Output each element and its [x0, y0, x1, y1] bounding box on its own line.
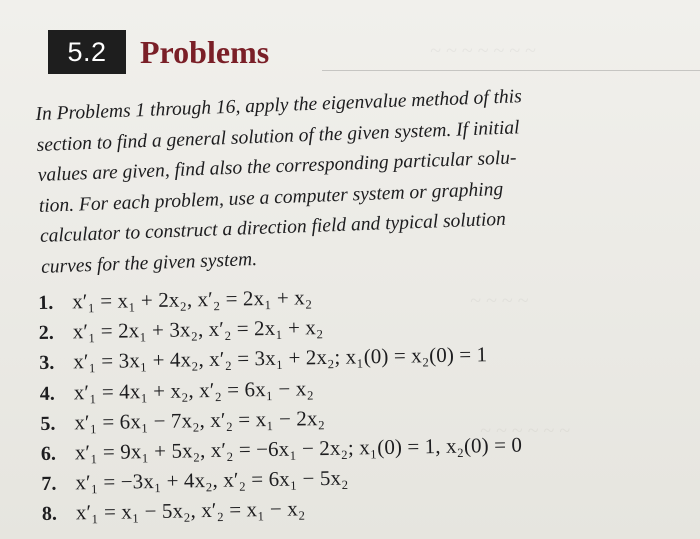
problem-equation: x′₁ = x₁ + 2x₂, x′₂ = 2x₁ + x₂	[71, 285, 313, 314]
instructions-line: In Problems 1 through 16, apply the eigenvalue method of this	[35, 86, 523, 125]
problem-equation: x′₁ = 3x₁ + 4x₂, x′₂ = 3x₁ + 2x₂; x₁(0) = x₂(0) = 1	[73, 342, 488, 374]
instructions-line: tion. For each problem, use a computer system or graphing	[38, 178, 504, 217]
bleed-through-texture: ~ ~ ~ ~ ~ ~	[480, 420, 570, 442]
section-title: Problems	[140, 34, 270, 70]
header-rule	[322, 70, 700, 71]
problem-number: 3.	[39, 352, 55, 375]
instructions-line: curves for the given system.	[40, 248, 258, 278]
problem-number: 8.	[41, 503, 58, 526]
instructions-paragraph	[35, 77, 681, 283]
problem-number: 4.	[39, 382, 55, 405]
section-header	[0, 30, 700, 74]
problem-equation: x′₁ = x₁ − 5x₂, x′₂ = x₁ − x₂	[75, 496, 306, 525]
problem-number: 5.	[40, 412, 56, 435]
problem-number: 2.	[38, 321, 54, 345]
bleed-through-texture: ~ ~ ~ ~ ~ ~ ~	[430, 40, 536, 62]
problem-equation: x′₁ = 2x₁ + 3x₂, x′₂ = 2x₁ + x₂	[72, 315, 324, 344]
problem-equation: x′₁ = 9x₁ + 5x₂, x′₂ = −6x₁ − 2x₂; x₁(0) = 1, x₂(0) = 0	[74, 432, 523, 465]
problem-equation: x′₁ = 4x₁ + x₂, x′₂ = 6x₁ − x₂	[73, 375, 314, 404]
instructions-line: calculator to construct a direction field and typical solution	[39, 208, 507, 247]
problem-number: 1.	[38, 291, 54, 314]
problem-equation: x′₁ = 6x₁ − 7x₂, x′₂ = x₁ − 2x₂	[74, 405, 326, 435]
problem-list	[38, 279, 682, 532]
problem-number: 6.	[40, 442, 57, 465]
bleed-through-texture: ~ ~ ~ ~	[470, 290, 529, 312]
problem-equation: x′₁ = −3x₁ + 4x₂, x′₂ = 6x₁ − 5x₂	[75, 465, 349, 495]
problem-number: 7.	[41, 472, 57, 496]
section-number-badge: 5.2	[48, 30, 126, 74]
instructions-line: section to find a general solution of the given system. If initial	[36, 116, 520, 156]
instructions-line: values are given, find also the corresponding particular solu-	[37, 147, 517, 186]
